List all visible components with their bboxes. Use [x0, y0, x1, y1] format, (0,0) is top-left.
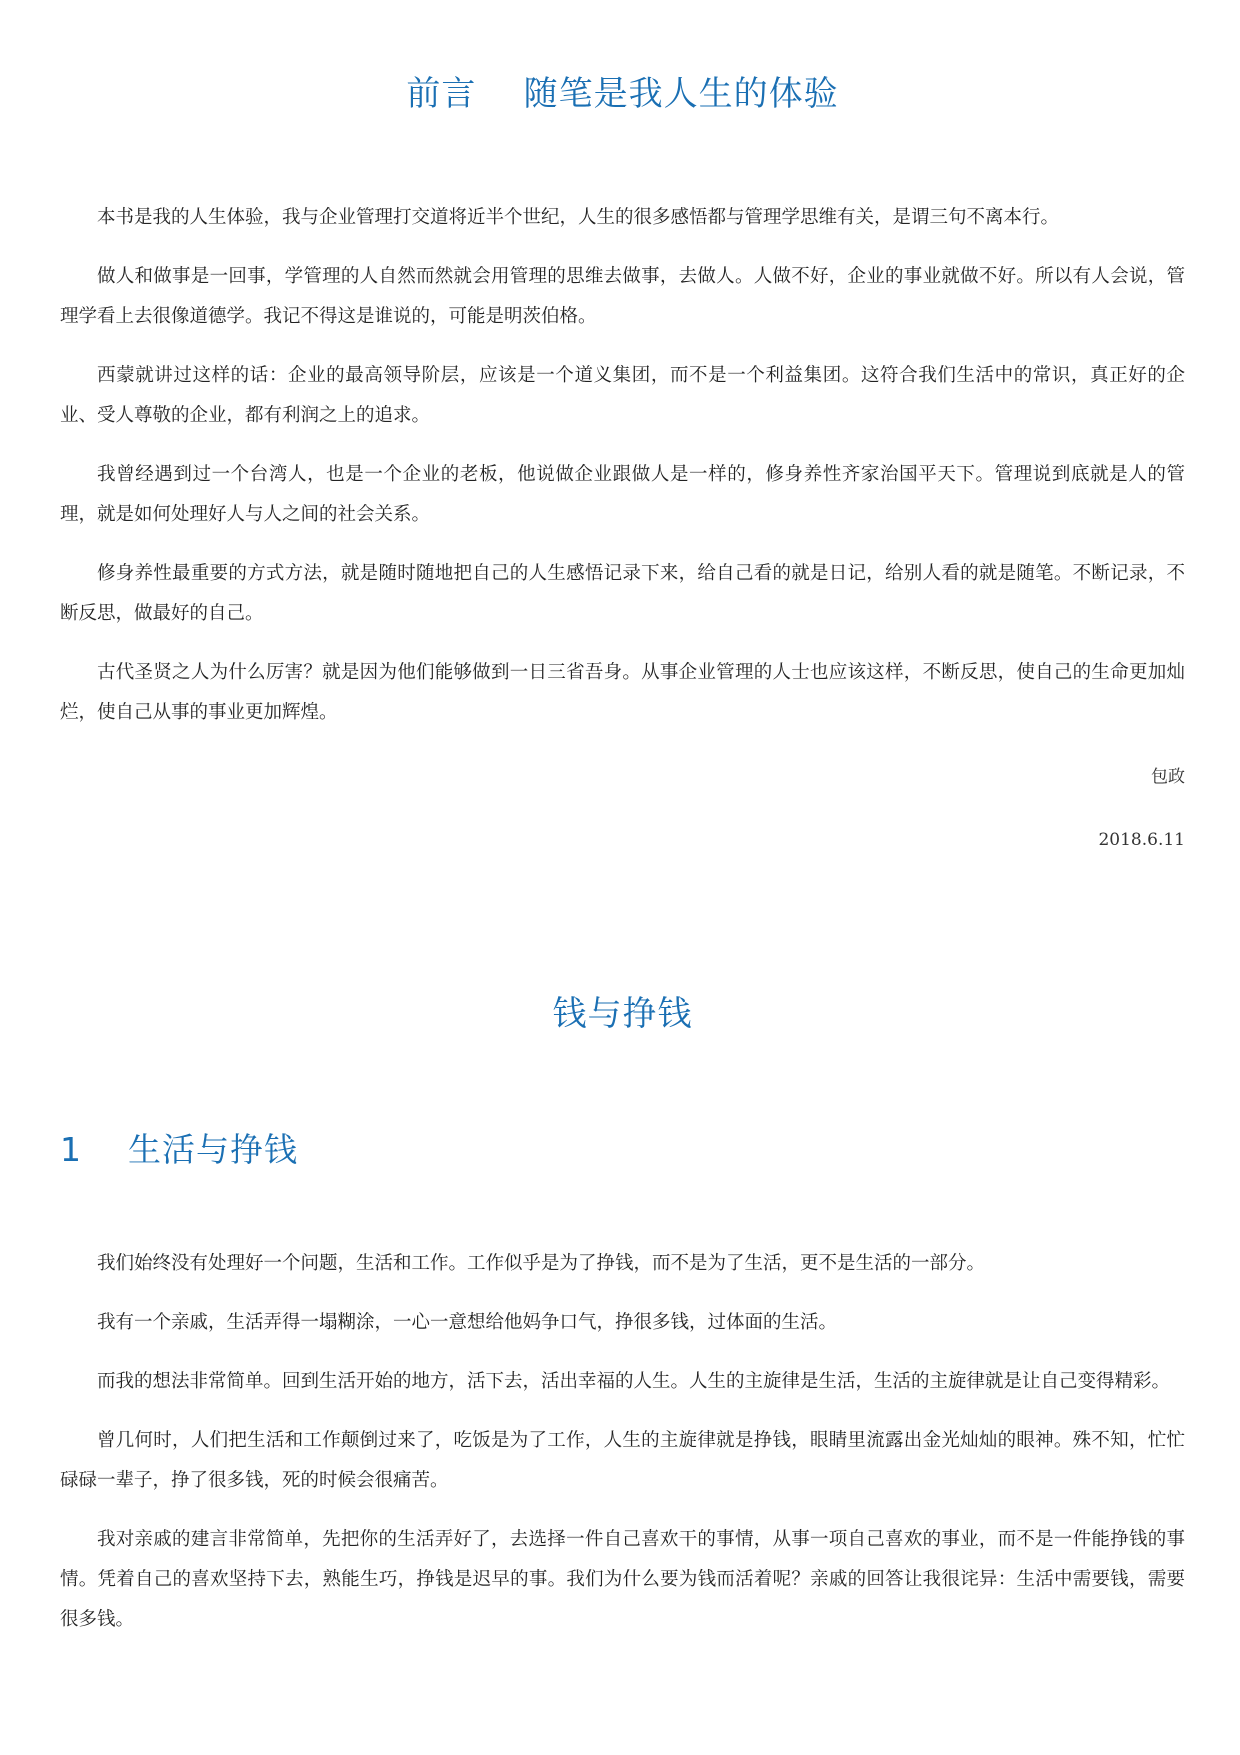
preface-paragraph-2: 做人和做事是一回事，学管理的人自然而然就会用管理的思维去做事，去做人。人做不好，企业的事业就做不好。所以有人会说，管理学看上去很像道德学。我记不得这是谁说的，可能是明茨伯格。: [60, 266, 1185, 327]
chapter-title: 钱与挣钱: [552, 994, 693, 1034]
preface-signature: 包政: [1151, 767, 1185, 787]
preface-paragraph-5: 修身养性最重要的方式方法，就是随时随地把自己的人生感悟记录下来，给自己看的就是日记，给别人看的就是随笔。不断记录，不断反思，做最好的自己。: [60, 563, 1185, 624]
preface-paragraph-4: 我曾经遇到过一个台湾人，也是一个企业的老板，他说做企业跟做人是一样的，修身养性齐家治国平天下。管理说到底就是人的管理，就是如何处理好人与人之间的社会关系。: [60, 464, 1185, 525]
preface-paragraph-3: 西蒙就讲过这样的话：企业的最高领导阶层，应该是一个道义集团，而不是一个利益集团。这符合我们生活中的常识，真正好的企业、受人尊敬的企业，都有利润之上的追求。: [60, 365, 1185, 426]
section-1-paragraph-3: 而我的想法非常简单。回到生活开始的地方，活下去，活出幸福的人生。人生的主旋律是生活，生活的主旋律就是让自己变得精彩。: [97, 1371, 1171, 1392]
preface-body: [60, 198, 1185, 733]
preface-title: 前言 随笔是我人生的体验: [406, 74, 839, 114]
section-1-paragraph-2: 我有一个亲戚，生活弄得一塌糊涂，一心一意想给他妈争口气，挣很多钱，过体面的生活。: [97, 1312, 838, 1333]
section-1-title: 1 生活与挣钱: [60, 1130, 298, 1169]
section-1-paragraph-4: 曾几何时，人们把生活和工作颠倒过来了，吃饭是为了工作，人生的主旋律就是挣钱，眼睛里流露出金光灿灿的眼神。殊不知，忙忙碌碌一辈子，挣了很多钱，死的时候会很痛苦。: [60, 1430, 1185, 1491]
preface-paragraph-1: 本书是我的人生体验，我与企业管理打交道将近半个世纪，人生的很多感悟都与管理学思维有关，是谓三句不离本行。: [97, 207, 1060, 228]
section-1-body: [60, 1244, 1185, 1640]
section-1-paragraph-1: 我们始终没有处理好一个问题，生活和工作。工作似乎是为了挣钱，而不是为了生活，更不是生活的一部分。: [97, 1253, 986, 1274]
preface-paragraph-6: 古代圣贤之人为什么厉害？就是因为他们能够做到一日三省吾身。从事企业管理的人士也应该这样，不断反思，使自己的生命更加灿烂，使自己从事的事业更加辉煌。: [60, 662, 1185, 723]
section-1-paragraph-5: 我对亲戚的建言非常简单，先把你的生活弄好了，去选择一件自己喜欢干的事情，从事一项自己喜欢的事业，而不是一件能挣钱的事情。凭着自己的喜欢坚持下去，熟能生巧，挣钱是迟早的事。我们为什么要为钱而活着呢？亲戚的回答让我很诧异：生活中需要钱，需要很多钱。: [60, 1529, 1185, 1630]
preface-date: 2018.6.11: [1098, 830, 1185, 850]
